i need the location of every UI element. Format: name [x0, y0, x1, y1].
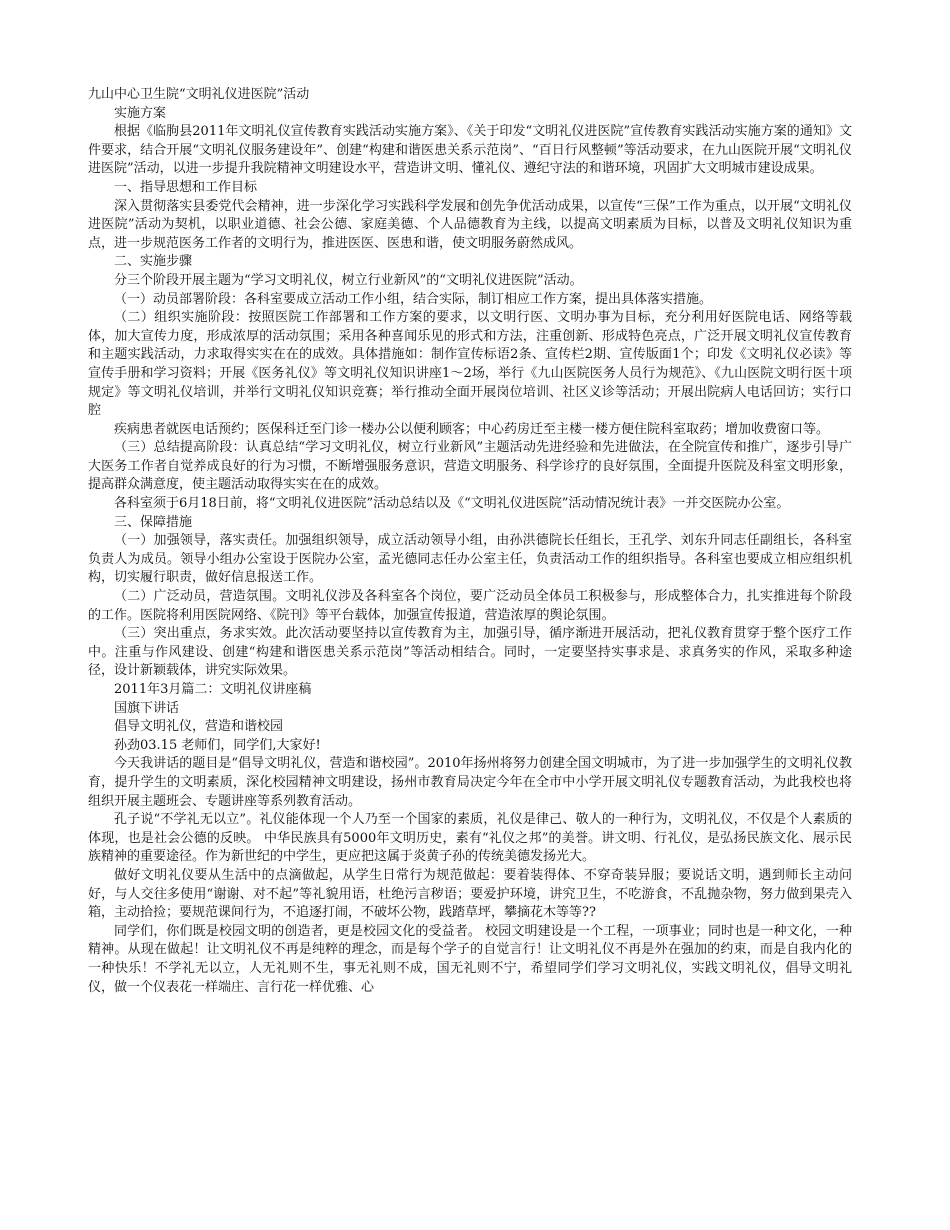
paragraph: 同学们，你们既是校园文明的创造者，更是校园文化的受益者。 校园文明建设是一个工程，一项事业；同时也是一种文化，一种精神。从现在做起！让文明礼仪不再是纯粹的理念，而是每个学子的自觉言行！让文明礼仪不再是外在强加的约束，而是自我内化的一种快乐！不学礼无以立，人无礼则不生，事无礼则不成，国无礼则不宁，希望同学们学习文明礼仪，实践文明礼仪，倡导文明礼仪，做一个仪表花一样端庄、言行花一样优雅、心 — [88, 923, 852, 995]
paragraph: （一）动员部署阶段：各科室要成立活动工作小组，结合实际，制订相应工作方案，提出具体落实措施。 — [114, 291, 713, 307]
section-heading: 国旗下讲话 — [114, 700, 180, 716]
paragraph: （二）组织实施阶段：按照医院工作部署和工作方案的要求，以文明行医、文明办事为目标，充分利用好医院电话、网络等载体，加大宣传力度，形成浓厚的活动氛围；采用各种喜闻乐见的形式和方法，注重创新、形成特色亮点，广泛开展文明礼仪宣传教育和主题实践活动，力求取得实实在在的成效。具体措施如：制作宣传标语2条、宣传栏2期、宣传版面1个；印发《文明礼仪必读》等宣传手册和学习资料；开展《医务礼仪》等文明礼仪知识讲座1～2场，举行《九山医院医务人员行为规范》、《九山医院文明行医十项规定》等文明礼仪培训，并举行文明礼仪知识竞赛；举行推动全面开展岗位培训、社区义诊等活动；开展出院病人电话回访；实行口腔 — [88, 310, 852, 419]
section-heading: 倡导文明礼仪，营造和谐校园 — [114, 719, 284, 735]
document-title: 九山中心卫生院“文明礼仪进医院”活动 — [88, 87, 310, 102]
paragraph: （三）突出重点，务求实效。此次活动要坚持以宣传教育为主，加强引导，循序渐进开展活动，把礼仪教育贯穿于整个医疗工作中。注重与作风建设、创建“构建和谐医患关系示范岗”等活动相结合。同时，一定要坚持实事求是、求真务实的作风，采取多种途径，设计新颖载体，讲究实际效果。 — [88, 626, 852, 679]
section-subtitle: 实施方案 — [114, 105, 167, 121]
paragraph: 孙劲03.15 老师们，同学们,大家好! — [114, 737, 321, 753]
paragraph: 分三个阶段开展主题为“学习文明礼仪，树立行业新风”的“文明礼仪进医院”活动。 — [114, 272, 583, 288]
paragraph: 做好文明礼仪要从生活中的点滴做起，从学生日常行为规范做起：要着装得体、不穿奇装异服；要说话文明，遇到师长主动问好，与人交往多使用“谢谢、对不起”等礼貌用语，杜绝污言秽语；要爱护环境，讲究卫生，不吃游食，不乱抛杂物，努力做到果壳入箱，主动拾捡；要规范课间行为，不追逐打闹，不破坏公物，践踏草坪，攀摘花木等等?? — [88, 867, 852, 921]
paragraph: 各科室须于6月18日前，将“文明礼仪进医院”活动总结以及《“文明礼仪进医院”活动情况统计表》一并交医院办公室。 — [114, 496, 790, 512]
paragraph: 根据《临朐县2011年文明礼仪宣传教育实践活动实施方案》、《关于印发“文明礼仪进医院”宣传教育实践活动实施方案的通知》文件要求，结合开展“文明礼仪服务建设年”、创建“构建和谐医患关系示范岗”、“百日行风整顿”等活动要求，在九山医院开展“文明礼仪进医院”活动，以进一步提升我院精神文明建设水平，营造讲文明、懂礼仪、遵纪守法的和谐环境，巩固扩大文明城市建设成果。 — [88, 124, 852, 177]
paragraph: （二）广泛动员，营造氛围。文明礼仪涉及各科室各个岗位，要广泛动员全体员工积极参与，形成整体合力，扎实推进每个阶段的工作。医院将利用医院网络、《院刊》等平台载体，加强宣传报道，营造浓厚的舆论氛围。 — [88, 589, 852, 623]
document-body — [88, 86, 852, 997]
paragraph: 疾病患者就医电话预约；医保科迁至门诊一楼办公以便利顾客；中心药房迁至主楼一楼方便住院科室取药；增加收费窗口等。 — [114, 421, 830, 437]
section-heading: 一、指导思想和工作目标 — [114, 179, 258, 195]
paragraph: 今天我讲话的题目是“倡导文明礼仪，营造和谐校园”。2010年扬州将努力创建全国文明城市，为了进一步加强学生的文明礼仪教育，提升学生的文明素质，深化校园精神文明建设，扬州市教育局决定今年在全市中小学开展文明礼仪专题教育活动，为此我校也将组织开展主题班会、专题讲座等系列教育活动。 — [88, 756, 852, 809]
section-heading: 三、保障措施 — [114, 514, 193, 530]
paragraph: 深入贯彻落实县委党代会精神，进一步深化学习实践科学发展和创先争优活动成果，以宣传“三保”工作为重点，以开展“文明礼仪进医院”活动为契机，以职业道德、社会公德、家庭美德、个人品德教育为主线，以提高文明素质为目标，以普及文明礼仪知识为重点，进一步规范医务工作者的文明行为，推进医医、医患和谐，使文明服务蔚然成风。 — [88, 198, 852, 251]
paragraph: （一）加强领导，落实责任。加强组织领导，成立活动领导小组，由孙洪德院长任组长，王孔学、刘东升同志任副组长，各科室负责人为成员。领导小组办公室设于医院办公室，孟光德同志任办公室主任，负责活动工作的组织指导。各科室也要成立相应组织机构，切实履行职责，做好信息报送工作。 — [88, 533, 852, 586]
paragraph: 2011年3月篇二：文明礼仪讲座稿 — [114, 682, 312, 697]
section-heading: 二、实施步骤 — [114, 254, 193, 270]
paragraph: 孔子说“不学礼无以立”。礼仪能体现一个人乃至一个国家的素质，礼仪是律己、敬人的一种行为，文明礼仪，不仅是个人素质的体现，也是社会公德的反映。 中华民族具有5000年文明历史，素有“礼仪之邦”的美誉。讲文明、行礼仪，是弘扬民族文化、展示民族精神的重要途径。作为新世纪的中学生，更应把这属于炎黄子孙的传统美德发扬光大。 — [88, 812, 852, 865]
paragraph: （三）总结提高阶段：认真总结“学习文明礼仪，树立行业新风”主题活动先进经验和先进做法，在全院宣传和推广，逐步引导广大医务工作者自觉养成良好的行为习惯，不断增强服务意识，营造文明服务、科学诊疗的良好氛围，全面提升医院及科室文明形象，提高群众满意度，使主题活动取得实实在在的成效。 — [88, 440, 852, 493]
